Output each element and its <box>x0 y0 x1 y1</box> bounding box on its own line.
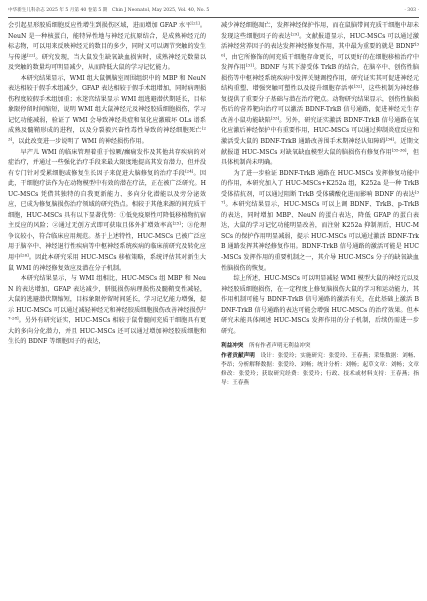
paragraph-text: 。BDNF 与其下游受体 TrkB 的结合，在脑卒中、创伤性脑损伤等中枢神经系统疾病中发挥关键调控作用，研究证实其可促进神经元结构重塑、增强突触可塑性以及提升细胞存活率 <box>221 64 419 93</box>
paragraph-text: 本研究结果显示，与 WMI 组相比，HUC-MSCs 组 MBP 和 NeuN 的表达增加，GFAP 表达减少，胼胝损伤病理损伤及髓鞘变性减轻，大鼠的逃避潜伏期缩短，目标象限停留时间延长，学习记忆能力增强，提示 HUC-MSCs 可以通过减轻神经元和神经胶质细胞损伤改善神经损伤 <box>8 275 206 314</box>
paragraph-text: 本研究结果显示，WMI 组大鼠侧脑室周围组织中的 MBP 和 NeuN 表达相较于假手术组减少，GFAP 表达相较于假手术组增加，同时病理损伤程度较假手术组加重；水迷宫结果显示 WMI 组逃避潜伏期延长，目标象限停留时间缩短，说明 WMI 组大鼠神经元及神经胶质细胞损伤，学习记忆功能减弱，验证了 WMI 会导致神经炎症和氧化应激破坏 OLs 谱系成熟及髓鞘形成的进程，以及分裂毅兴奋性毒性导致的神经细胞死亡 <box>8 74 206 135</box>
citation-ref: [29] <box>290 31 299 37</box>
paragraph-text: ，这些机制为神经修复提供了重要分子基础与潜在治疗靶点。动物研究结果显示，创伤性脑损伤后的营养靶向治疗可以激活 BDNF-TrkB 信号通路，促进神经元生存改善小鼠功能缺陷 <box>221 85 419 124</box>
declaration-label: 利益冲突 <box>221 343 244 350</box>
paragraph <box>8 21 206 74</box>
declaration-text: 设计：张爱玲；实施研究：张爱玲、王春燕；采集数据：刘畅、李昂；分析解释数据：张爱玲、刘畅；统计分析：刘畅；起草文章：刘畅；文章修改：张爱玲；获取研究经费：张爱玲；行政、技术或材料支持：王春燕；指导：王春燕 <box>221 352 419 387</box>
citation-ref: [22] <box>26 52 36 58</box>
declarations <box>221 342 419 388</box>
paragraph-text: ，由它所修饰的间充质干细胞存命更长，可以更好的在细胞移植治疗中发挥作用 <box>221 53 419 72</box>
paragraph-text: 。因此，干细胞疗法作为在动物模型中有效的潜在疗法，正在被广泛研究。HUC-MSCs 凭借其独特的自我更新能力、多向分化潜能以及旁分泌效应，已成为修复脑损伤治疗领域的研究热点。相较于其他来源的间充质干细胞，HUC-MSCs 具有以下显著优势：①低免疫原性可降低移植物抗宿主反应的风险；②通过无创方式即可获取且体外扩增效率高 <box>8 169 206 230</box>
paragraph <box>8 74 206 148</box>
paragraph-text: 会引起星形胶质细胞反应性增生到损伤区域，进而增加 GFAP 水平 <box>8 22 192 29</box>
citation-ref: [21] <box>191 20 200 26</box>
paragraph-text: ；③伦理争议较小，符合临床应用规范。基于上述特性，HUC-MSCs 已被广泛应用于脑卒中、神经退行性疾病等中枢神经系统疾病的临床前研究及转化应用中 <box>8 222 206 262</box>
journal-citation: 中华新生儿科杂志 2025 年 5 月第 40 卷第 5 期 Chin J Neonatol, May 2025, Vol. 40, No. 5 <box>8 8 210 13</box>
citation-ref: [33] <box>270 115 280 121</box>
declaration-item <box>221 342 419 351</box>
citation-ref: [23] <box>8 125 206 142</box>
paragraph <box>8 148 206 275</box>
citation-ref: [35-36] <box>391 147 407 153</box>
right-column <box>221 21 419 388</box>
citation-ref: [25] <box>172 220 181 226</box>
paragraph-text: 。本研究结果显示，HUC-MSCs 可以上调 BDNF、TrkB、p-TrkB 的表达，同时增加 MBP、NeuN 的蛋白表达，降低 GFAP 的蛋白表达，大鼠的学习记忆功能明显改善，而注射 K252a 抑制剂后，HUC-MSCs 的保护作用明显减弱，提示 HUC-MSCs 可以通过激活 BDNF-TrkB 通路发挥其神经修复作用。BDNF-TrkB 信号通路的激活可能是 HUC-MSCs 发挥作用的重要机制之一，其介导 HUC-MSCs 分子的缺氧缺血性脑损伤的恢复。 <box>221 201 419 272</box>
paragraph-text: ，以此改变进一步说明了 WMI 的神经损伤作用。 <box>12 138 148 146</box>
citation-ref: [34] <box>385 136 395 142</box>
citation-ref: [24] <box>185 168 194 174</box>
paragraph-text: 为了进一步验证 BDNF-TrkB 通路在 HUC-MSCs 发挥修复功能中的作用，本研究加入了 HUC-MSCs+K252a 组，K252a 是一种 TrkB 受体拮抗剂，可以通过阻断 TrkB 受体磷酸化进而影响 BDNF 的表达 <box>221 169 419 198</box>
paragraph-text: 早产儿 WMI 的临床管理着重于惊厥/癫痫发作及其他共存疾病的对症治疗，并通过一些强化治疗手段来最大限度地提高其发育潜力，但并没有专门针对受累细胞或修复生长因子来促进大脑修复的治疗手段 <box>8 148 206 177</box>
citation-ref: [27-28] <box>8 305 206 321</box>
paragraph-text: 减少神经细胞凋亡，发挥神经保护作用，而在鼠脑带间充质干细胞中却未发现这些细胞因子的表达 <box>221 22 419 40</box>
running-header <box>8 6 419 16</box>
page-number: · 303 · <box>404 8 419 13</box>
declaration-label: 作者贡献声明 <box>221 352 255 359</box>
paragraph <box>221 169 419 274</box>
paragraph <box>221 21 419 169</box>
paragraph-text: 。另外有研究证实，HUC-MSCs 相较于鼠骨髓间充质干细胞具有更大的多向分化潜力，并且 HUC-MSCs 还可以通过增加神经胶质细胞和生长的 BDNF 等细胞因子的表达， <box>8 317 206 346</box>
right-column-body <box>221 21 419 337</box>
paragraph-text: 综上所述，HUC-MSCs 可以明显减轻 WMI 模型大鼠的神经元以及神经胶质细胞损伤，在一定程度上修复脑损伤大鼠的学习和运动能力，其作用机制可能与 BDNF-TrkB 信号通路的激活有关，在此基础上激活 BDNF-TrkB 信号通路的表达可能会增强 HUC-MSCs 的治疗效果。但本研究未能具体阐述 HUC-MSCs 发挥作用的分子机制，后续仍需进一步研究。 <box>221 275 419 335</box>
paragraph-text: 。NeuN 是一种核蛋白，能特异性地与神经元抗原结合，是成熟神经元的标志物，可以用来反映神经元的数目的多少，同时又可以调节突触的发生与传递 <box>8 22 206 61</box>
paragraph <box>221 274 419 337</box>
citation-ref: [31] <box>245 62 255 68</box>
paragraph <box>8 274 206 348</box>
paragraph-text: 。研究发现，当大鼠发生缺氧缺血损害时，成熟神经元数量以及突触的数量均可明显减少，从而降低大鼠的学习记忆能力。 <box>8 53 206 72</box>
paragraph-text: 。文献报道显示，HUC-MSCs 可以通过激活神经营养因子的表达发挥神经修复作用，其中最为重要的就是 BDNF <box>221 32 419 51</box>
declaration-text: 所有作者声明无利益冲突 <box>243 343 311 350</box>
citation-ref: [32] <box>353 83 363 89</box>
citation-ref: [37] <box>221 189 419 205</box>
citation-ref: [30] <box>221 41 419 58</box>
paragraph-text: ，但具体机制尚未明确。 <box>221 148 419 167</box>
paragraph-text: 。因此本研究采用 HUC-MSCs 移植策略，系统评估其对新生大鼠 WMI 的神经修复效应及潜在分子机制。 <box>8 254 206 272</box>
header-rule <box>8 17 419 18</box>
declaration-item <box>221 352 419 389</box>
paragraph-text: 。近期文献报道 HUC-MSCs 对缺氧缺血模型大鼠的脑损伤有修复作用 <box>221 138 419 156</box>
citation-ref: [26] <box>20 252 29 258</box>
left-column <box>8 21 206 348</box>
paragraph-text: 。另外，研究证实激活 BDNF-TrkB 信号通路在氧化应激后神经保护中有重要作用，HUC-MSCs 可以通过抑制炎症反应和激活受大鼠的 BDNF-TrkB 通路改善围手术期神经认知障碍 <box>221 116 419 146</box>
